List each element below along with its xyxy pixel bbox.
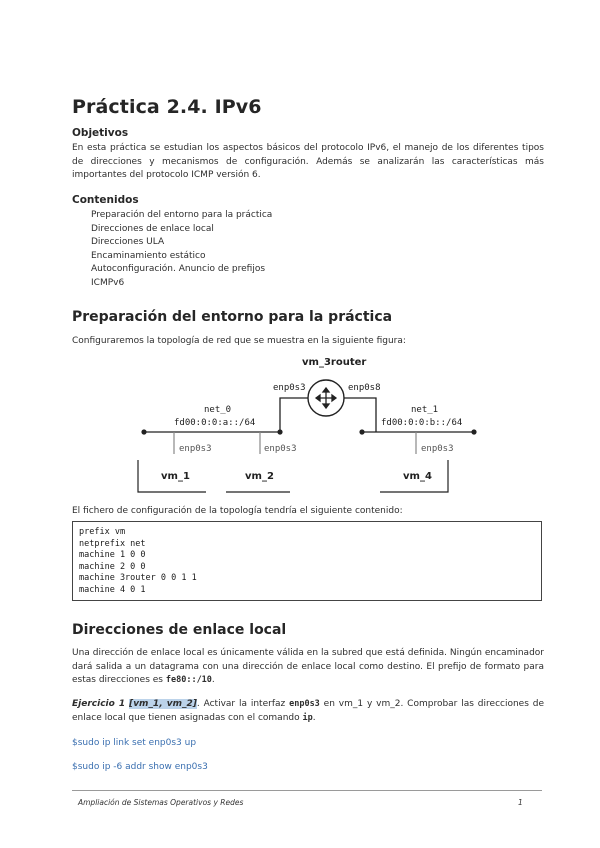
command-link-up[interactable]: $sudo ip link set enp0s3 up xyxy=(72,738,197,748)
code-line: machine 1 0 0 xyxy=(79,550,146,561)
page-title: Práctica 2.4. IPv6 xyxy=(72,96,262,118)
topology-intro: Configuraremos la topología de red que se muestra en la siguiente figura: xyxy=(72,336,406,346)
file-intro: El fichero de configuración de la topología tendría el siguiente contenido: xyxy=(72,506,403,516)
footer-page-number: 1 xyxy=(518,798,523,807)
contents-item: Encaminamiento estático xyxy=(91,250,206,261)
vm4-label: vm_4 xyxy=(403,471,432,482)
router-arrows-icon xyxy=(316,388,336,408)
code-line: netprefix net xyxy=(79,538,146,549)
exercise-title: Ejercicio 1 xyxy=(72,699,126,709)
net0-prefix: fd00:0:0:a::/64 xyxy=(174,418,256,428)
section-heading-enlace-local: Direcciones de enlace local xyxy=(72,622,287,638)
enlace-local-text-a: Una dirección de enlace local es únicamente válida en la subred que está definida. Ningún encaminador dará salida a un datagrama con una dirección de enlace local como destino. El prefijo de formato para estas direcciones es xyxy=(72,648,544,685)
code-line: machine 2 0 0 xyxy=(79,561,146,572)
contents-item: Direcciones ULA xyxy=(91,237,165,248)
contents-item: Autoconfiguración. Anuncio de prefijos xyxy=(91,264,266,275)
objetivos-text: En esta práctica se estudian los aspectos básicos del protocolo IPv6, el manejo de los diferentes tipos de direcciones y mecanismos de configuración. Además se analizarán las características más importantes del protocolo ICMP versión 6. xyxy=(72,143,544,180)
vm1-if: enp0s3 xyxy=(179,444,212,454)
vm2-if: enp0s3 xyxy=(264,444,297,454)
code-line: machine 3router 0 0 1 1 xyxy=(79,573,197,584)
net1-name: net_1 xyxy=(411,405,439,415)
exercise-text-b: en vm_1 y vm_2. Comprobar las direcciones de enlace local que tienen asignadas con el comando xyxy=(72,699,545,723)
objetivos-heading: Objetivos xyxy=(72,127,129,139)
code-line: machine 4 0 1 xyxy=(79,584,146,595)
contents-list xyxy=(91,209,272,291)
enlace-local-text-end: . xyxy=(211,675,215,685)
exercise-text-a: . Activar la interfaz xyxy=(196,699,290,709)
exercise-iface: enp0s3 xyxy=(289,699,320,709)
contents-item: Direcciones de enlace local xyxy=(91,223,214,234)
prefix-code: fe80::/10 xyxy=(165,675,212,685)
exercise-text-c: . xyxy=(312,712,316,723)
footer-divider xyxy=(72,790,542,791)
enlace-local-text xyxy=(72,647,544,688)
vm2-label: vm_2 xyxy=(245,471,274,482)
contenidos-heading: Contenidos xyxy=(72,194,139,206)
exercise-1 xyxy=(72,698,544,725)
exercise-cmd: ip xyxy=(302,712,313,723)
router-label: vm_3router xyxy=(302,357,367,368)
section-heading-preparacion: Preparación del entorno para la práctica xyxy=(72,309,393,325)
router-if-left: enp0s3 xyxy=(273,383,306,393)
vm4-if: enp0s3 xyxy=(421,444,454,454)
network-topology-diagram xyxy=(130,352,490,498)
footer-text: Ampliación de Sistemas Operativos y Redes xyxy=(78,798,244,807)
contents-item: ICMPv6 xyxy=(91,277,125,288)
command-addr-show[interactable]: $sudo ip -6 addr show enp0s3 xyxy=(72,762,208,772)
router-if-right: enp0s8 xyxy=(348,383,381,393)
net1-prefix: fd00:0:0:b::/64 xyxy=(381,418,463,428)
exercise-tag: [vm_1, vm_2] xyxy=(129,699,197,709)
vm1-label: vm_1 xyxy=(161,471,190,482)
code-line: prefix vm xyxy=(79,527,126,537)
contents-item: Preparación del entorno para la práctica xyxy=(91,210,273,220)
net0-name: net_0 xyxy=(204,405,232,415)
config-code-block xyxy=(72,521,542,601)
